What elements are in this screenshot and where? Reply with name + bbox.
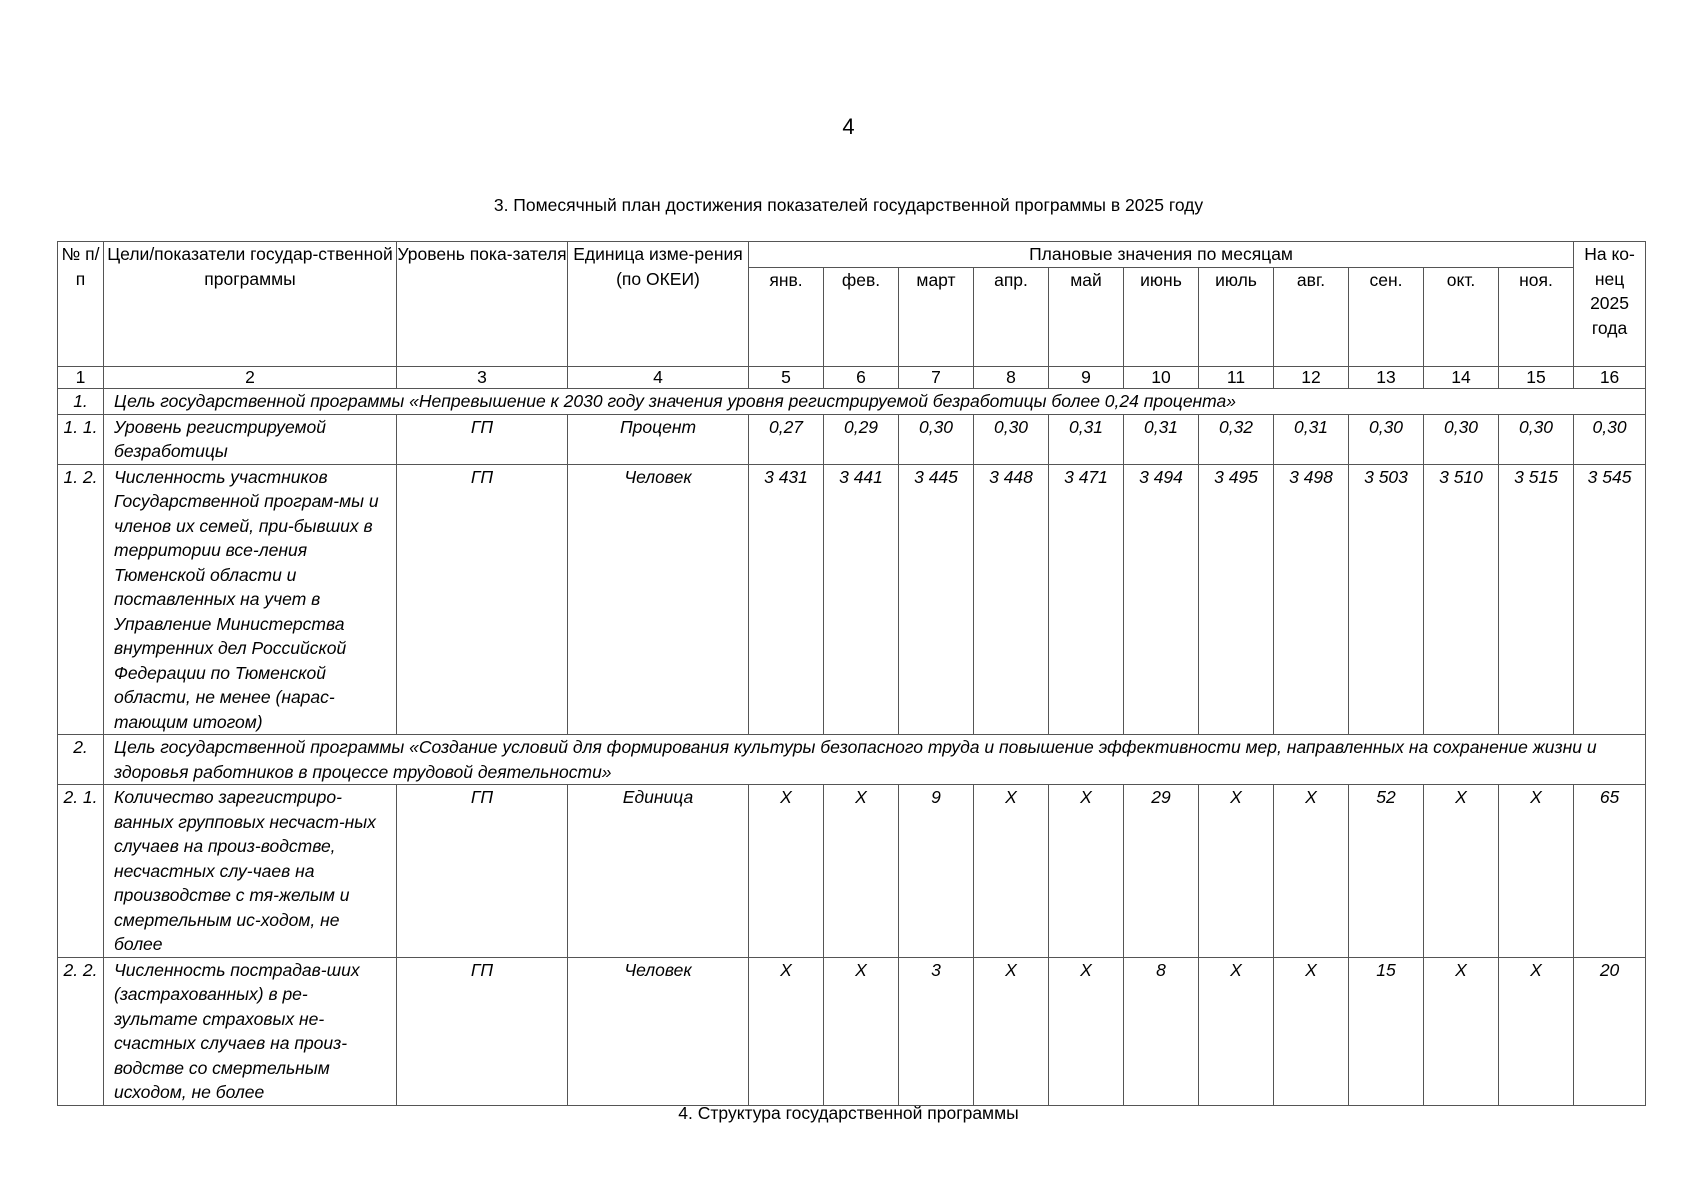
end-of-year-value: 3 545 [1574,464,1646,735]
month-value: 3 494 [1124,464,1199,735]
column-number: 8 [974,367,1049,389]
indicator-row [58,785,1646,958]
month-value: X [1499,785,1574,958]
column-number: 5 [749,367,824,389]
month-jun: июнь [1124,267,1199,367]
month-oct: окт. [1424,267,1499,367]
column-number: 13 [1349,367,1424,389]
month-aug: авг. [1274,267,1349,367]
column-number: 2 [104,367,397,389]
month-value: 0,30 [1349,414,1424,464]
month-apr: апр. [974,267,1049,367]
indicator-name: Уровень регистрируемой безработицы [104,414,397,464]
month-jan: янв. [749,267,824,367]
month-value: 0,27 [749,414,824,464]
month-value: X [1049,957,1124,1105]
month-value: X [1274,785,1349,958]
column-number: 4 [568,367,749,389]
month-value: X [1424,957,1499,1105]
end-of-year-value: 65 [1574,785,1646,958]
month-value: X [749,785,824,958]
indicator-name: Численность пострадав-ших (застрахованных) в ре-зультате страховых не-счастных случаев на произ-водстве со смертельным исходом, не более [104,957,397,1105]
month-value: X [1199,957,1274,1105]
row-number: 1. 1. [58,414,104,464]
header-row [58,242,1646,268]
row-number: 2. 2. [58,957,104,1105]
indicator-row [58,957,1646,1105]
month-value: 3 495 [1199,464,1274,735]
month-nov: ноя. [1499,267,1574,367]
indicator-level: ГП [397,464,568,735]
indicator-level: ГП [397,957,568,1105]
row-number: 2. 1. [58,785,104,958]
header-goal: Цели/показатели государ-ственной программы [104,242,397,367]
header-end-of-year: На ко-нец 2025 года [1574,242,1646,367]
header-months-group: Плановые значения по месяцам [749,242,1574,268]
month-mar: март [899,267,974,367]
indicator-unit: Процент [568,414,749,464]
month-value: 0,31 [1124,414,1199,464]
indicator-row [58,464,1646,735]
month-value: 3 445 [899,464,974,735]
end-of-year-value: 0,30 [1574,414,1646,464]
month-feb: фев. [824,267,899,367]
month-value: X [1274,957,1349,1105]
month-value: X [1049,785,1124,958]
indicator-unit: Единица [568,785,749,958]
month-value: 3 471 [1049,464,1124,735]
month-value: 3 441 [824,464,899,735]
month-value: 15 [1349,957,1424,1105]
indicator-name: Численность участников Государственной програм-мы и членов их семей, при-бывших в территории все-ления Тюменской области и поставленных на учет в Управление Министерства внутренних дел Российской Федерации по Тюменской области, не менее (нарас-тающим итогом) [104,464,397,735]
month-value: 0,31 [1274,414,1349,464]
row-number: 1. 2. [58,464,104,735]
month-value: 29 [1124,785,1199,958]
month-value: X [1499,957,1574,1105]
month-value: 0,29 [824,414,899,464]
row-number: 1. [58,389,104,415]
column-numbers-row [58,367,1646,389]
column-number: 7 [899,367,974,389]
month-value: 3 510 [1424,464,1499,735]
page-number: 4 [842,114,855,139]
month-value: 0,30 [974,414,1049,464]
column-number: 1 [58,367,104,389]
month-value: 0,31 [1049,414,1124,464]
column-number: 6 [824,367,899,389]
monthly-plan-table [57,241,1646,1106]
header-level: Уровень пока-зателя [397,242,568,367]
goal-text: Цель государственной программы «Непревышение к 2030 году значения уровня регистрируемой безработицы более 0,24 процента» [104,389,1646,415]
indicator-unit: Человек [568,957,749,1105]
month-value: 3 515 [1499,464,1574,735]
column-number: 11 [1199,367,1274,389]
column-number: 14 [1424,367,1499,389]
month-value: X [824,957,899,1105]
month-value: 8 [1124,957,1199,1105]
month-value: 9 [899,785,974,958]
indicator-name: Количество зарегистриро-ванных групповых несчаст-ных случаев на произ-водстве, несчастных слу-чаев на производстве с тя-желым и смертельным ис-ходом, не более [104,785,397,958]
month-value: X [1199,785,1274,958]
column-number: 10 [1124,367,1199,389]
indicator-level: ГП [397,785,568,958]
month-value: X [749,957,824,1105]
month-sep: сен. [1349,267,1424,367]
month-value: 0,30 [1499,414,1574,464]
header-num: № п/п [58,242,104,367]
month-value: X [974,785,1049,958]
month-may: май [1049,267,1124,367]
header-unit: Единица изме-рения (по ОКЕИ) [568,242,749,367]
goal-text: Цель государственной программы «Создание условий для формирования культуры безопасного труда и повышение эффективности мер, направленных на сохранение жизни и здоровья работников в процессе трудовой деятельности» [104,735,1646,785]
column-number: 3 [397,367,568,389]
month-value: 52 [1349,785,1424,958]
column-number: 12 [1274,367,1349,389]
goal-row [58,389,1646,415]
month-value: 3 [899,957,974,1105]
month-value: X [824,785,899,958]
indicator-unit: Человек [568,464,749,735]
indicator-row [58,414,1646,464]
row-number: 2. [58,735,104,785]
section-3-title: 3. Помесячный план достижения показателей государственной программы в 2025 году [493,195,1204,215]
month-value: 3 503 [1349,464,1424,735]
month-value: 3 448 [974,464,1049,735]
column-number: 15 [1499,367,1574,389]
month-value: 0,30 [899,414,974,464]
column-number: 9 [1049,367,1124,389]
table-body [58,389,1646,1106]
month-value: X [1424,785,1499,958]
end-of-year-value: 20 [1574,957,1646,1105]
section-4-title: 4. Структура государственной программы [678,1103,1019,1123]
month-value: 0,30 [1424,414,1499,464]
month-value: X [974,957,1049,1105]
indicator-level: ГП [397,414,568,464]
month-value: 3 498 [1274,464,1349,735]
month-value: 0,32 [1199,414,1274,464]
goal-row [58,735,1646,785]
month-value: 3 431 [749,464,824,735]
month-jul: июль [1199,267,1274,367]
column-number: 16 [1574,367,1646,389]
